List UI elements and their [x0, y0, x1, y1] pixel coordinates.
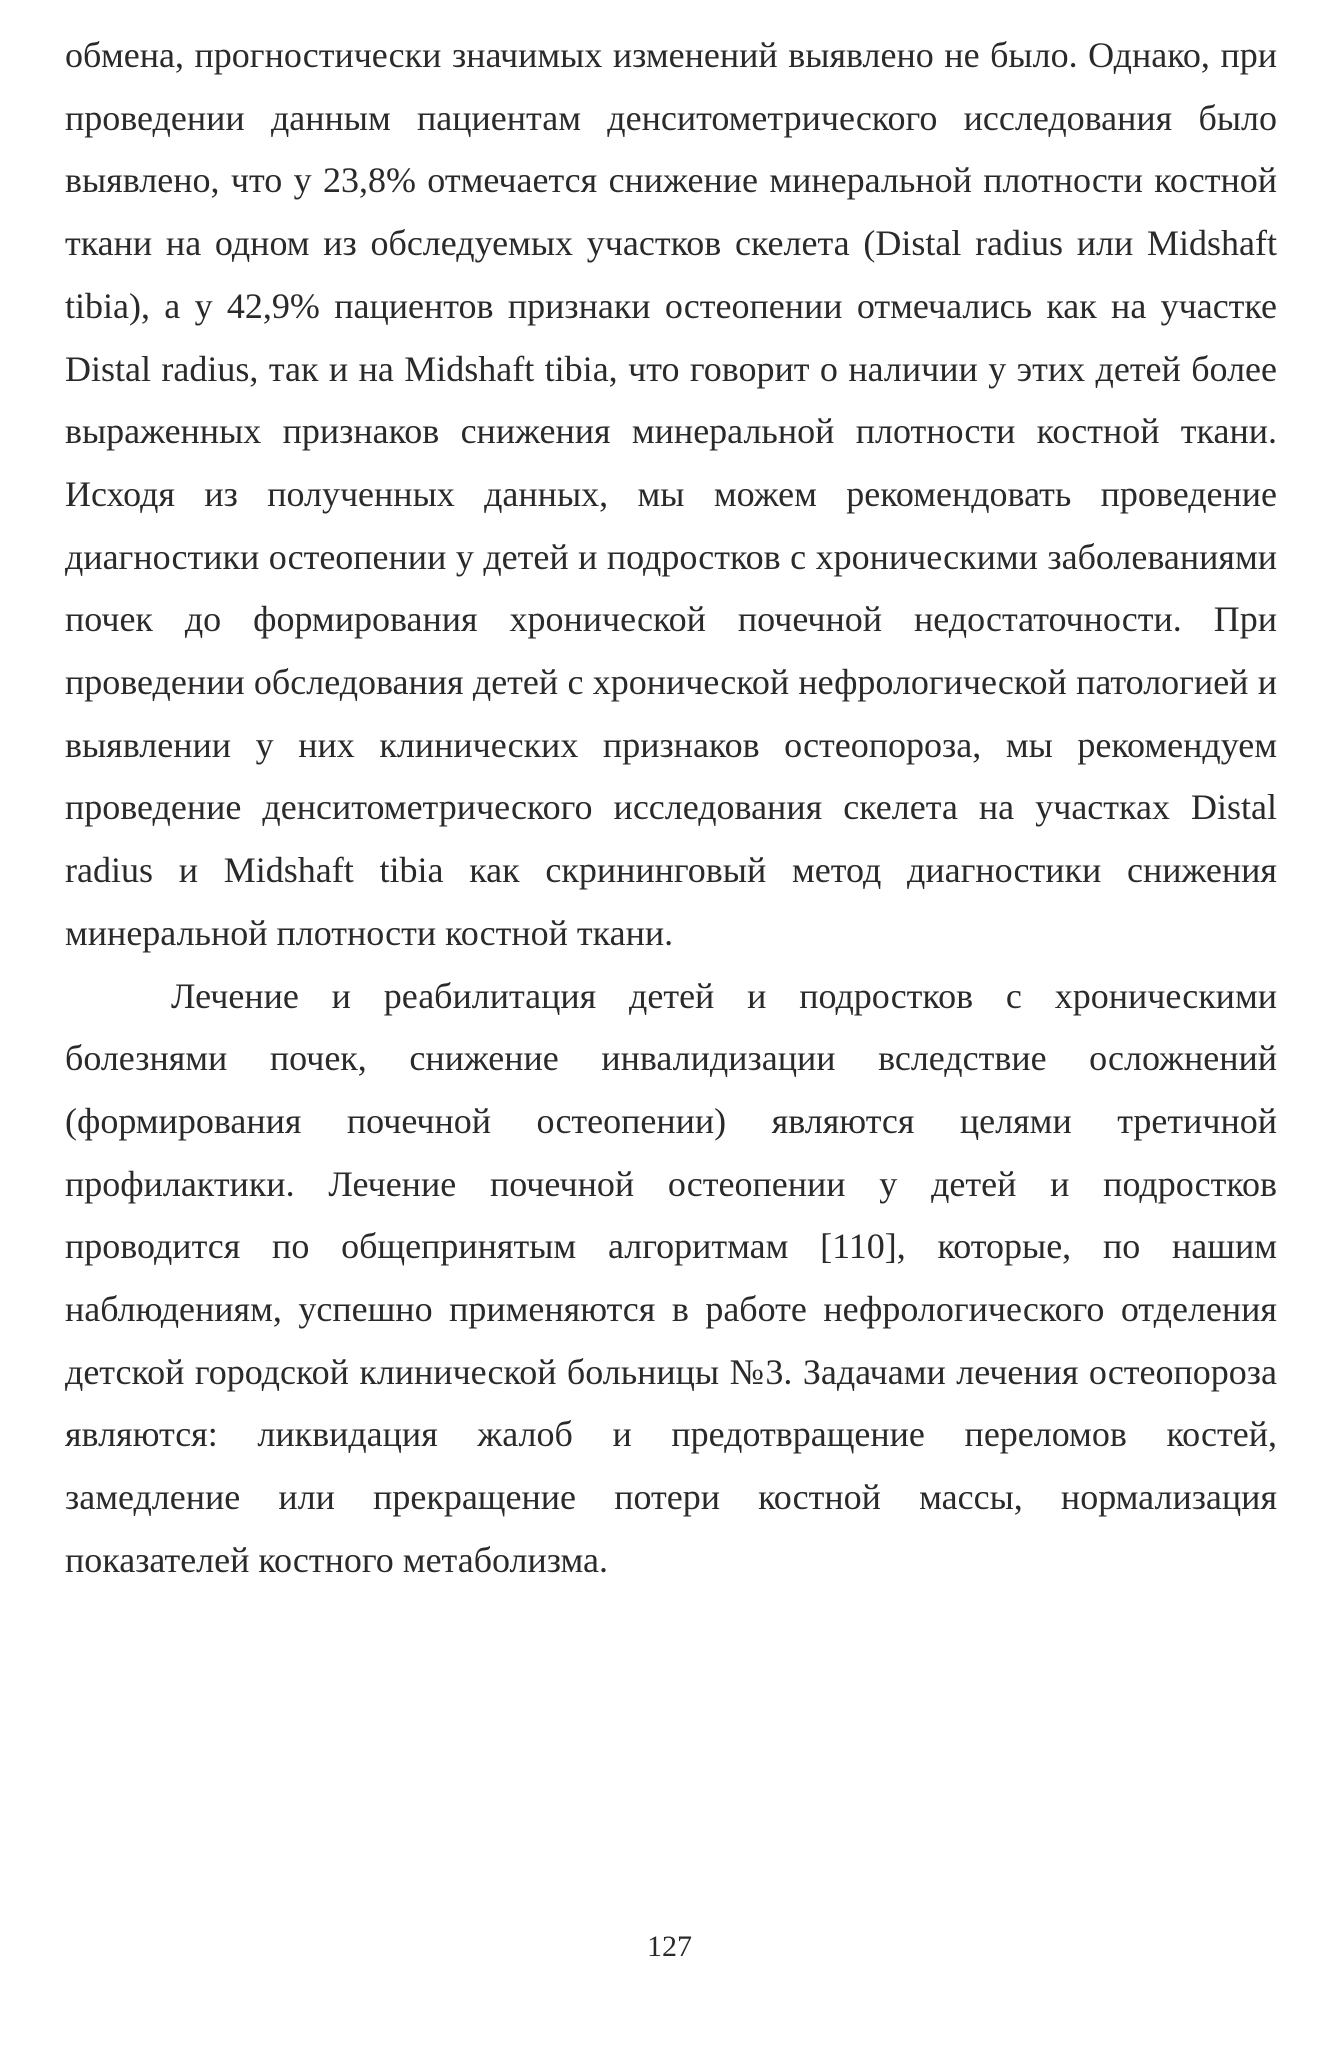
body-paragraph: Лечение и реабилитация детей и подростков с хроническими болезнями почек, снижение инвалидизации вследствие осложнений (формирования почечной остеопении) являются целями третичной профилактики. Лечение почечной остеопении у детей и подростков проводится по общепринятым алгоритмам [110], которые, по нашим наблюдениям, успешно применяются в работе нефрологического отделения детской городской клинической больницы №3. Задачами лечения остеопороза являются: ликвидация жалоб и предотвращение переломов костей, замедление или прекращение потери костной массы, нормализация показателей костного метаболизма.: [65, 975, 1277, 1580]
body-paragraph: обмена, прогностически значимых изменений выявлено не было. Однако, при проведении данным пациентам денситометрического исследования было выявлено, что у 23,8% отмечается снижение минеральной плотности костной ткани на одном из обследуемых участков скелета (Distal radius или Midshaft tibia), а у 42,9% пациентов признаки остеопении отмечались как на участке Distal radius, так и на Midshaft tibia, что говорит о наличии у этих детей более выраженных признаков снижения минеральной плотности костной ткани. Исходя из полученных данных, мы можем рекомендовать проведение диагностики остеопении у детей и подростков с хроническими заболеваниями почек до формирования хронической почечной недостаточности. При проведении обследования детей с хронической нефрологической патологией и выявлении у них клинических признаков остеопороза, мы рекомендуем проведение денситометрического исследования скелета на участках Distal radius и Midshaft tibia как скрининговый метод диагностики снижения минеральной плотности костной ткани.: [65, 35, 1277, 953]
page-number: 127: [647, 1930, 692, 1963]
document-page: [65, 0, 1277, 1592]
